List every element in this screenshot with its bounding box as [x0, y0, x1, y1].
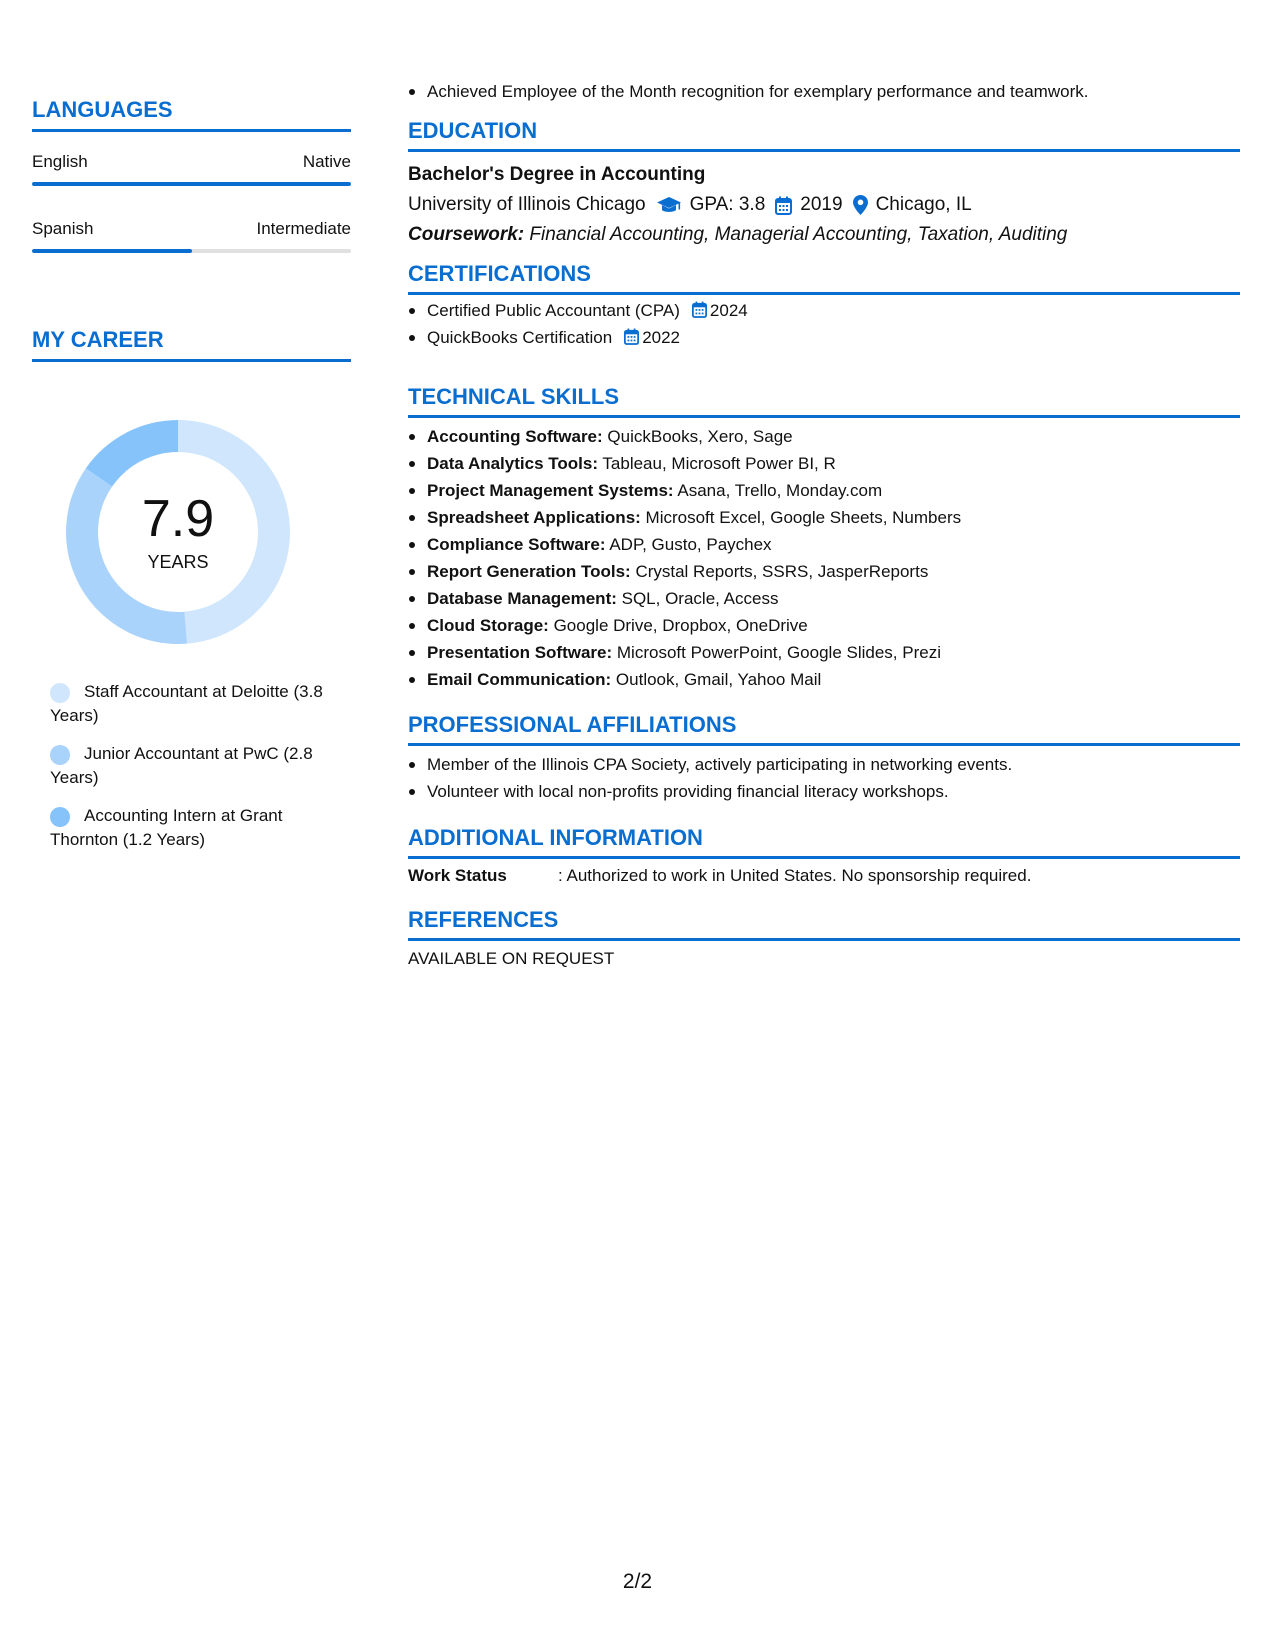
career-heading: MY CAREER [32, 327, 351, 362]
education-meta [408, 192, 1240, 218]
career-legend-item [50, 742, 350, 790]
skill-value: Microsoft PowerPoint, Google Slides, Prezi [616, 643, 941, 662]
skill-item [408, 423, 1240, 450]
work-status-row [408, 864, 1240, 888]
legend-label: Staff Accountant at Deloitte (3.8 Years) [50, 682, 323, 725]
certification-item [408, 297, 1240, 324]
language-proficiency-fill [32, 249, 192, 253]
work-status-label: Work Status [408, 866, 507, 885]
additional-info-heading: ADDITIONAL INFORMATION [408, 825, 1240, 859]
education-heading: EDUCATION [408, 118, 1240, 152]
gpa: GPA: 3.8 [689, 194, 766, 215]
legend-label: Accounting Intern at Grant Thornton (1.2 Years) [50, 806, 283, 849]
map-pin-icon [853, 195, 868, 215]
skill-value: SQL, Oracle, Access [621, 589, 779, 608]
career-total-value: 7.9 [141, 490, 215, 548]
language-proficiency-bar [32, 249, 351, 253]
work-status-value: : Authorized to work in United States. No sponsorship required. [558, 866, 1032, 885]
career-legend-item [50, 680, 350, 728]
skill-value: Asana, Trello, Monday.com [677, 481, 883, 500]
legend-dot [50, 745, 70, 765]
coursework-list: Financial Accounting, Managerial Accounting, Taxation, Auditing [529, 224, 1068, 245]
affiliation-item: Volunteer with local non-profits providing financial literacy workshops. [408, 778, 1240, 805]
skill-item [408, 639, 1240, 666]
legend-dot [50, 807, 70, 827]
references-heading: REFERENCES [408, 907, 1240, 941]
skill-item [408, 531, 1240, 558]
skill-item [408, 477, 1240, 504]
language-english [32, 151, 351, 186]
skill-label: Spreadsheet Applications: [427, 508, 641, 527]
technical-skills-heading: TECHNICAL SKILLS [408, 384, 1240, 418]
skill-label: Accounting Software: [427, 427, 603, 446]
language-name: English [32, 152, 88, 171]
affiliations-heading: PROFESSIONAL AFFILIATIONS [408, 712, 1240, 746]
experience-bullet: Achieved Employee of the Month recognition for exemplary performance and teamwork. [408, 78, 1240, 105]
experience-bullets [408, 78, 1240, 105]
certification-year: 2022 [642, 328, 681, 347]
page-number: 2/2 [622, 1570, 653, 1593]
skill-value: Crystal Reports, SSRS, JasperReports [635, 562, 929, 581]
school-name: University of Illinois Chicago [408, 194, 646, 215]
skill-value: Tableau, Microsoft Power BI, R [602, 454, 836, 473]
technical-skills-list [408, 423, 1240, 693]
skill-label: Email Communication: [427, 670, 612, 689]
skill-label: Report Generation Tools: [427, 562, 631, 581]
language-level: Intermediate [256, 219, 351, 238]
coursework [408, 222, 1240, 248]
degree-title: Bachelor's Degree in Accounting [408, 164, 706, 185]
skill-value: Microsoft Excel, Google Sheets, Numbers [645, 508, 962, 527]
language-spanish [32, 218, 351, 253]
skill-value: Google Drive, Dropbox, OneDrive [553, 616, 808, 635]
certification-year: 2024 [709, 301, 748, 320]
legend-dot [50, 683, 70, 703]
career-legend [50, 680, 350, 866]
skill-label: Presentation Software: [427, 643, 613, 662]
calendar-icon [624, 328, 639, 345]
education-entry [408, 162, 1240, 248]
language-proficiency-fill [32, 182, 351, 186]
skill-item [408, 450, 1240, 477]
skill-item [408, 666, 1240, 693]
certification-name: Certified Public Accountant (CPA) [427, 301, 680, 320]
school-location: Chicago, IL [875, 194, 972, 215]
affiliations-list [408, 751, 1240, 805]
legend-label: Junior Accountant at PwC (2.8 Years) [50, 744, 313, 787]
career-total-unit: YEARS [147, 552, 209, 572]
affiliation-item: Member of the Illinois CPA Society, actively participating in networking events. [408, 751, 1240, 778]
skill-label: Cloud Storage: [427, 616, 549, 635]
skill-label: Compliance Software: [427, 535, 606, 554]
calendar-icon [692, 301, 707, 318]
language-name: Spanish [32, 219, 94, 238]
skill-item [408, 504, 1240, 531]
certifications-list [408, 297, 1240, 351]
skill-value: Outlook, Gmail, Yahoo Mail [615, 670, 822, 689]
skill-item [408, 558, 1240, 585]
career-total [66, 420, 290, 644]
skill-value: ADP, Gusto, Paychex [609, 535, 772, 554]
skill-item [408, 585, 1240, 612]
language-proficiency-bar [32, 182, 351, 186]
career-legend-item [50, 804, 350, 852]
graduation-year: 2019 [800, 194, 843, 215]
skill-label: Project Management Systems: [427, 481, 674, 500]
certifications-heading: CERTIFICATIONS [408, 261, 1240, 295]
references-text: AVAILABLE ON REQUEST [408, 949, 615, 968]
skill-value: QuickBooks, Xero, Sage [607, 427, 793, 446]
languages-heading: LANGUAGES [32, 97, 351, 132]
skill-label: Database Management: [427, 589, 617, 608]
skill-item [408, 612, 1240, 639]
language-level: Native [302, 152, 351, 171]
certification-name: QuickBooks Certification [427, 328, 613, 347]
graduation-cap-icon [656, 196, 682, 214]
skill-label: Data Analytics Tools: [427, 454, 598, 473]
calendar-icon [775, 196, 792, 215]
certification-item [408, 324, 1240, 351]
coursework-label: Coursework: [408, 224, 525, 245]
